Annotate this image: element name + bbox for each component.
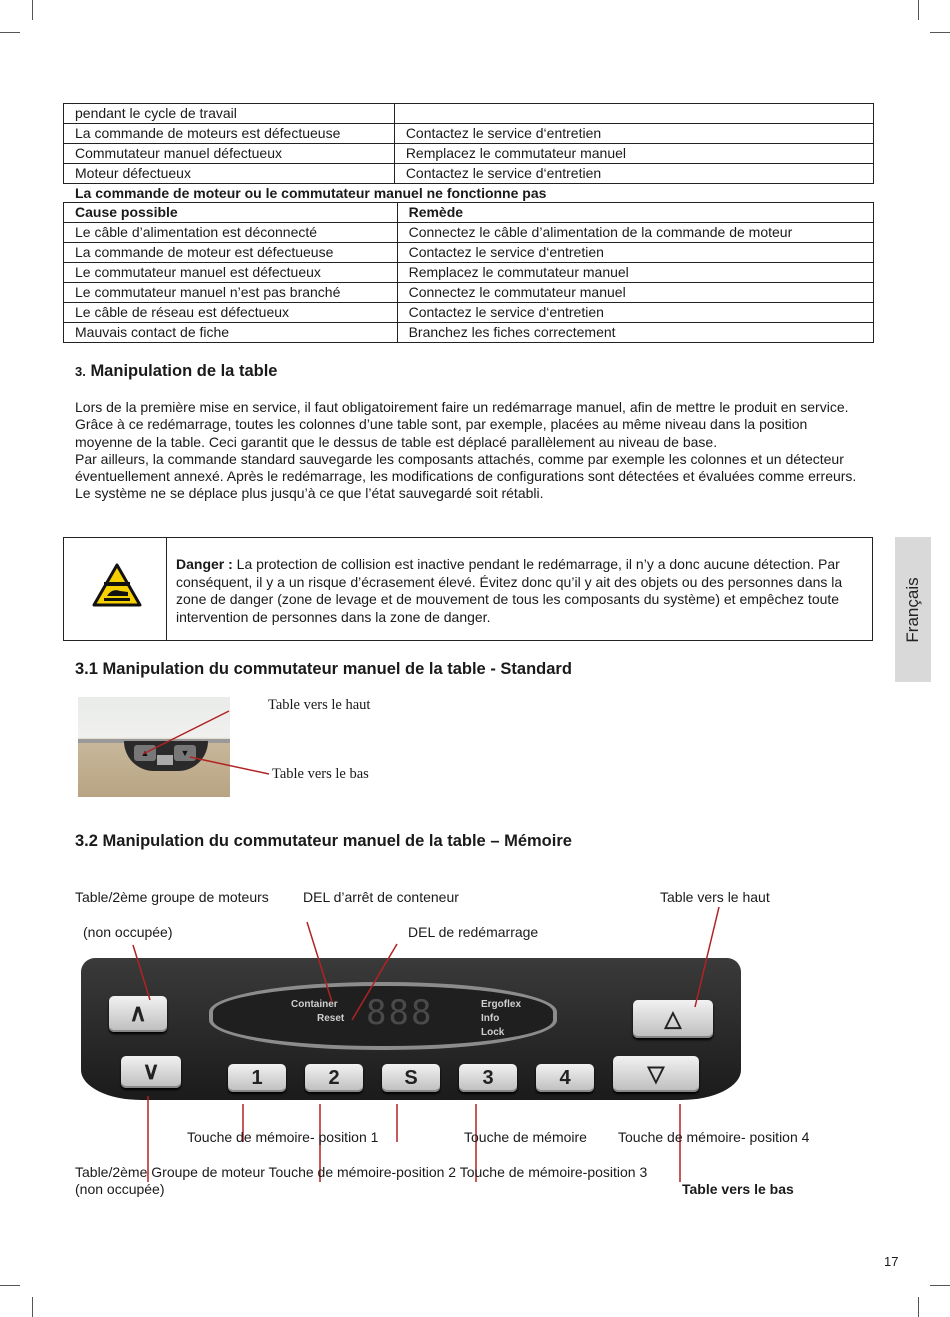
cause-cell: Le câble de réseau est défectueux	[64, 303, 398, 323]
crop-mark	[918, 1297, 919, 1317]
panel-label-lock: Lock	[481, 1027, 505, 1038]
crush-hazard-warning-icon	[92, 563, 142, 607]
label-table-up: Table vers le haut	[268, 697, 371, 713]
table-up-key[interactable]: △	[633, 1000, 713, 1038]
table2-heading: La commande de moteur ou le commutateur manuel ne fonctionne pas	[75, 185, 547, 201]
remedy-cell: Connectez le commutateur manuel	[397, 283, 873, 303]
cause-cell: La commande de moteur est défectueuse	[64, 243, 398, 263]
section-title: Manipulation de la table	[90, 362, 278, 380]
label-mem-key: Touche de mémoire	[464, 1129, 587, 1145]
danger-notice	[63, 537, 873, 641]
table-row	[64, 303, 874, 323]
cause-cell: Mauvais contact de fiche	[64, 323, 398, 343]
page-number: 17	[884, 1254, 899, 1269]
language-tab	[895, 537, 931, 682]
table-row	[64, 243, 874, 263]
panel-label-reset: Reset	[317, 1013, 345, 1024]
remedy-cell: Remplacez le commutateur manuel	[397, 263, 873, 283]
remedy-cell: Contactez le service d‘entretien	[394, 164, 873, 184]
memory-key-4[interactable]: 4	[536, 1064, 594, 1092]
table-row	[64, 263, 874, 283]
label-not-used: (non occupée)	[83, 924, 173, 940]
table-header-row	[64, 203, 874, 223]
remedy-cell: Remplacez le commutateur manuel	[394, 144, 873, 164]
cause-cell: La commande de moteurs est défectueuse	[64, 124, 395, 144]
label-mem4: Touche de mémoire- position 4	[618, 1129, 810, 1145]
label-container-led: DEL d’arrêt de conteneur	[303, 889, 459, 905]
section-32-heading: 3.2 Manipulation du commutateur manuel de la table – Mémoire	[75, 832, 572, 850]
center-button	[157, 755, 173, 765]
label-up: Table vers le haut	[660, 889, 770, 905]
danger-icon-cell	[64, 538, 167, 640]
cause-cell: Le commutateur manuel n’est pas branché	[64, 283, 398, 303]
up-button: ▲	[134, 745, 156, 761]
segment-display: 888	[366, 993, 434, 1033]
memory-key-3[interactable]: 3	[459, 1064, 517, 1092]
column-header-remedy: Remède	[397, 203, 873, 223]
memory-key-s[interactable]: S	[382, 1064, 440, 1092]
table-row	[64, 124, 874, 144]
panel-label-ergoflex: Ergoflex	[481, 999, 522, 1010]
down-button: ▼	[174, 745, 196, 761]
danger-message: La protection de collision est inactive pendant le redémarrage, il n’y a donc aucune détection. Par conséquent, il y a un risque d’écrasement élevé. Évitez donc qu’il y ait des objets ou des personnes dans la zone de danger (zone de levage et de mouvement de tous les composants du système) et empêchez toute intervention de personnes dans la zone de danger.	[176, 556, 843, 625]
crop-mark	[32, 1297, 33, 1317]
memory-key-2[interactable]: 2	[305, 1064, 363, 1092]
section-3-heading	[75, 362, 277, 381]
troubleshoot-table-top	[63, 103, 874, 184]
crop-mark	[0, 1285, 20, 1286]
remedy-cell: Branchez les fiches correctement	[397, 323, 873, 343]
cause-cell: Le commutateur manuel est défectueux	[64, 263, 398, 283]
language-label: Français	[903, 576, 922, 643]
table-row	[64, 223, 874, 243]
label-group2: Table/2ème groupe de moteurs	[75, 889, 269, 905]
remedy-cell: Contactez le service d‘entretien	[397, 243, 873, 263]
troubleshoot-table-2	[63, 202, 874, 343]
group2-down-key[interactable]: ∨	[121, 1056, 181, 1088]
remedy-cell	[394, 104, 873, 124]
label-table-down: Table vers le bas	[272, 766, 369, 782]
panel-label-info: Info	[481, 1013, 500, 1024]
group2-up-key[interactable]: ∧	[109, 996, 167, 1032]
label-bottom-line: Table/2ème Groupe de moteur Touche de mémoire-position 2 Touche de mémoire-position 3	[75, 1164, 648, 1180]
label-down: Table vers le bas	[682, 1181, 794, 1197]
table-row	[64, 164, 874, 184]
table-row	[64, 283, 874, 303]
crop-mark	[918, 0, 919, 20]
label-reset-led: DEL de redémarrage	[408, 924, 539, 940]
standard-switch-photo	[78, 697, 230, 797]
cause-cell: pendant le cycle de travail	[64, 104, 395, 124]
section-number: 3.	[75, 364, 86, 379]
table-row	[64, 323, 874, 343]
remedy-cell: Contactez le service d‘entretien	[394, 124, 873, 144]
cause-cell: Moteur défectueux	[64, 164, 395, 184]
section-3-body	[75, 399, 865, 503]
label-not-used-2: (non occupée)	[75, 1181, 165, 1197]
remedy-cell: Contactez le service d‘entretien	[397, 303, 873, 323]
crop-mark	[32, 0, 33, 20]
remedy-cell: Connectez le câble d’alimentation de la commande de moteur	[397, 223, 873, 243]
danger-label: Danger :	[176, 556, 233, 572]
panel-label-container: Container	[291, 999, 338, 1010]
danger-text	[176, 556, 866, 626]
memory-keypad	[81, 958, 741, 1100]
section-31-heading: 3.1 Manipulation du commutateur manuel de la table - Standard	[75, 660, 572, 678]
paragraph: Par ailleurs, la commande standard sauvegarde les composants attachés, comme par exemple les colonnes et un détecteur éventuellement annexé. Après le redémarrage, les modifications de configurations sont détectées et évaluées comme erreurs. Le système ne se déplace plus jusqu’à ce que l’état sauvegardé soit rétabli.	[75, 450, 857, 502]
table-row	[64, 104, 874, 124]
label-mem1: Touche de mémoire- position 1	[187, 1129, 379, 1145]
table-down-key[interactable]: ▽	[613, 1056, 699, 1092]
cause-cell: Commutateur manuel défectueux	[64, 144, 395, 164]
crop-mark	[930, 1285, 950, 1286]
memory-key-1[interactable]: 1	[228, 1064, 286, 1092]
paragraph: Lors de la première mise en service, il faut obligatoirement faire un redémarrage manuel, afin de mettre le produit en service.	[75, 399, 849, 415]
crop-mark	[0, 32, 20, 33]
column-header-cause: Cause possible	[64, 203, 398, 223]
paragraph: Grâce à ce redémarrage, toutes les colonnes d’une table sont, par exemple, placées au même niveau dans la position moyenne de la table. Ceci garantit que le dessus de table est déplacé parallèlement au niveau de base.	[75, 416, 808, 450]
table-row	[64, 144, 874, 164]
cause-cell: Le câble d’alimentation est déconnecté	[64, 223, 398, 243]
crop-mark	[930, 32, 950, 33]
